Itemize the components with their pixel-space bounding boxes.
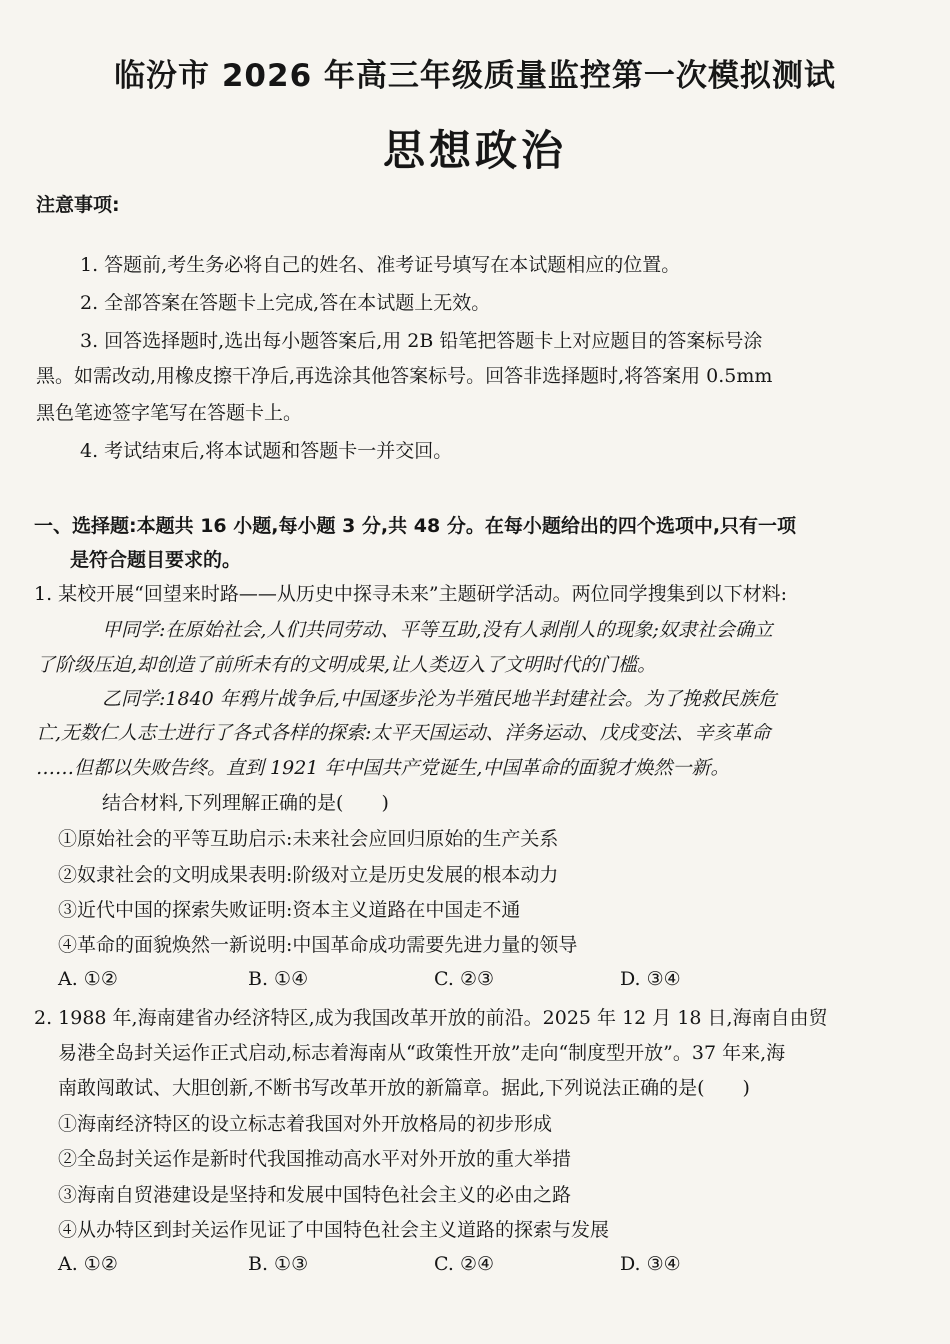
answer-option: B. ①④: [248, 968, 309, 990]
section-heading: 一、选择题:本题共 16 小题,每小题 3 分,共 48 分。在每小题给出的四个选项中,只有一项: [34, 515, 797, 537]
subject-title: 思想政治: [382, 126, 567, 175]
notice-heading: 注意事项:: [36, 194, 120, 216]
notice-line: 3. 回答选择题时,选出每小题答案后,用 2B 铅笔把答题卡上对应题目的答案标号涂: [80, 330, 763, 352]
question-item: ②全岛封关运作是新时代我国推动高水平对外开放的重大举措: [58, 1148, 572, 1170]
question-item: ③近代中国的探索失败证明:资本主义道路在中国走不通: [58, 899, 521, 921]
question-stem: 2. 1988 年,海南建省办经济特区,成为我国改革开放的前沿。2025 年 12 月 18 日,海南自由贸: [34, 1007, 828, 1029]
material-line: 亡,无数仁人志士进行了各式各样的探索:太平天国运动、洋务运动、戊戌变法、辛亥革命: [36, 722, 771, 744]
notice-line: 黑。如需改动,用橡皮擦干净后,再选涂其他答案标号。回答非选择题时,将答案用 0.5mm: [36, 365, 773, 387]
answer-option: C. ②③: [434, 968, 495, 990]
answer-option: A. ①②: [58, 1253, 118, 1275]
question-item: ①原始社会的平等互助启示:未来社会应回归原始的生产关系: [58, 828, 559, 850]
question-item: ④革命的面貌焕然一新说明:中国革命成功需要先进力量的领导: [58, 934, 578, 956]
notice-line: 4. 考试结束后,将本试题和答题卡一并交回。: [80, 440, 453, 462]
answer-option: B. ①③: [248, 1253, 309, 1275]
question-prompt: 结合材料,下列理解正确的是( ): [102, 792, 389, 814]
answer-option: C. ②④: [434, 1253, 495, 1275]
answer-option: D. ③④: [620, 968, 681, 990]
notice-line: 1. 答题前,考生务必将自己的姓名、准考证号填写在本试题相应的位置。: [80, 254, 681, 276]
material-line: 乙同学:1840 年鸦片战争后,中国逐步沦为半殖民地半封建社会。为了挽救民族危: [102, 688, 777, 710]
question-item: ③海南自贸港建设是坚持和发展中国特色社会主义的必由之路: [58, 1184, 572, 1206]
question-item: ④从办特区到封关运作见证了中国特色社会主义道路的探索与发展: [58, 1219, 610, 1241]
answer-option: A. ①②: [58, 968, 118, 990]
notice-line: 黑色笔迹签字笔写在答题卡上。: [36, 402, 303, 424]
question-stem: 南敢闯敢试、大胆创新,不断书写改革开放的新篇章。据此,下列说法正确的是( ): [58, 1077, 750, 1099]
question-stem: 1. 某校开展“回望来时路——从历史中探寻未来”主题研学活动。两位同学搜集到以下材料:: [34, 583, 787, 605]
material-line: 甲同学:在原始社会,人们共同劳动、平等互助,没有人剥削人的现象;奴隶社会确立: [102, 619, 773, 641]
section-heading: 是符合题目要求的。: [70, 549, 242, 571]
question-item: ①海南经济特区的设立标志着我国对外开放格局的初步形成: [58, 1113, 553, 1135]
material-line: ……但都以失败告终。直到 1921 年中国共产党诞生,中国革命的面貌才焕然一新。: [36, 757, 730, 779]
material-line: 了阶级压迫,却创造了前所未有的文明成果,让人类迈入了文明时代的门槛。: [36, 654, 657, 676]
question-item: ②奴隶社会的文明成果表明:阶级对立是历史发展的根本动力: [58, 864, 559, 886]
question-stem: 易港全岛封关运作正式启动,标志着海南从“政策性开放”走向“制度型开放”。37 年来,海: [58, 1042, 786, 1064]
answer-option: D. ③④: [620, 1253, 681, 1275]
exam-title: 临汾市 2026 年高三年级质量监控第一次模拟测试: [114, 58, 836, 94]
notice-line: 2. 全部答案在答题卡上完成,答在本试题上无效。: [80, 292, 491, 314]
